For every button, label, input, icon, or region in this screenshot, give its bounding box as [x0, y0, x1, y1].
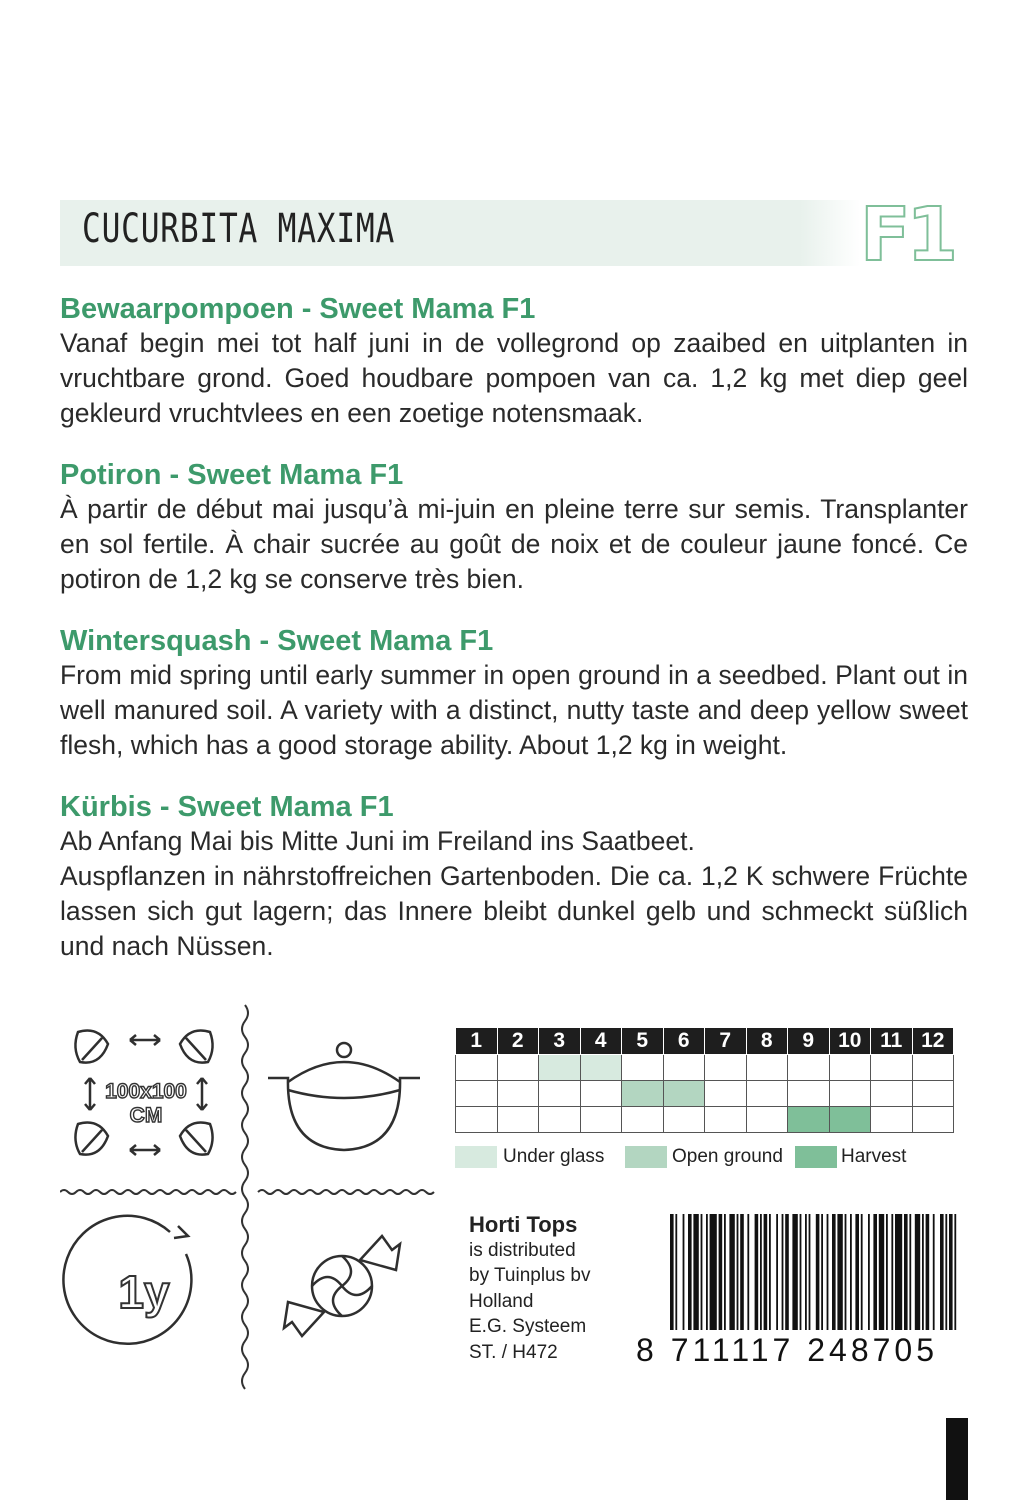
- barcode-bar: [710, 1214, 717, 1330]
- distributor-info: [469, 1212, 590, 1365]
- barcode-bar: [800, 1214, 802, 1330]
- calendar-cell: [912, 1055, 954, 1081]
- pot-icon: [268, 1043, 420, 1150]
- month-7: 7: [705, 1028, 747, 1055]
- barcode-bar: [729, 1214, 734, 1330]
- calendar-cell: [497, 1081, 539, 1107]
- legend-swatch-harvest: [795, 1146, 837, 1168]
- barcode-bar: [792, 1214, 797, 1330]
- barcode-bar: [719, 1214, 723, 1330]
- legend-label-open-ground: Open ground: [672, 1146, 783, 1167]
- barcode-bar: [926, 1214, 930, 1330]
- barcode-bar: [940, 1214, 944, 1330]
- calendar-cell: [456, 1055, 498, 1081]
- distributor-line: by Tuinplus bv: [469, 1265, 591, 1286]
- month-2: 2: [497, 1028, 539, 1055]
- section-english: [60, 624, 968, 763]
- barcode-bar: [933, 1214, 935, 1330]
- section-french: [60, 458, 968, 597]
- barcode-bar: [861, 1214, 863, 1330]
- barcode-bar: [949, 1214, 953, 1330]
- barcode-bar: [683, 1214, 685, 1330]
- calendar-cell: [622, 1055, 664, 1081]
- spacing-unit: CM: [129, 1104, 163, 1127]
- section-body-english: From mid spring until early summer in open ground in a seedbed. Plant out in well manured soil. A variety with a distinct, nutty taste and deep yellow sweet flesh, which has a good storage ability. About 1,2 kg in weight.: [60, 660, 968, 760]
- month-8: 8: [746, 1028, 788, 1055]
- barcode-bar: [832, 1214, 836, 1330]
- barcode-bar: [816, 1214, 820, 1330]
- barcode-bar: [873, 1214, 877, 1330]
- section-body-french: À partir de début mai jusqu’à mi-juin en pleine terre sur semis. Transplanter en sol fertile. À chair sucrée au goût de noix et de couleur jaune foncé. Ce potiron de 1,2 kg se conserve très bien.: [60, 494, 968, 594]
- leaf-icon: [75, 1031, 108, 1063]
- calendar-cell: [497, 1107, 539, 1133]
- section-title-dutch: Bewaarpompoen - Sweet Mama F1: [60, 293, 536, 325]
- calendar-cell: [705, 1081, 747, 1107]
- barcode-bar: [837, 1214, 842, 1330]
- spacing-value: 100x100: [105, 1080, 187, 1103]
- calendar-cell: [456, 1081, 498, 1107]
- month-12: 12: [912, 1028, 954, 1055]
- distributor-line: Holland: [469, 1290, 534, 1312]
- calendar-cell: [788, 1107, 830, 1133]
- sowing-calendar: [455, 1027, 954, 1133]
- barcode-bar: [954, 1214, 956, 1330]
- barcode-bar: [891, 1214, 893, 1330]
- barcode-bar: [675, 1214, 677, 1330]
- barcode-digits: 8 711117 248705: [636, 1332, 939, 1368]
- distributor-line: ST. / H472: [469, 1341, 558, 1363]
- barcode-bar: [755, 1214, 759, 1330]
- arrow-horizontal-icon: [130, 1035, 160, 1045]
- barcode-bar: [821, 1214, 823, 1330]
- calendar-cell: [705, 1107, 747, 1133]
- barcode-bar: [747, 1214, 749, 1330]
- calendar-cell: [497, 1055, 539, 1081]
- calendar-cell: [746, 1081, 788, 1107]
- barcode-bar: [706, 1214, 708, 1330]
- barcode-bar: [782, 1214, 784, 1330]
- barcode-bar: [724, 1214, 726, 1330]
- barcode-bar: [845, 1214, 847, 1330]
- calendar-row-harvest: [456, 1107, 954, 1133]
- section-german: [60, 790, 968, 964]
- barcode-bar: [670, 1214, 674, 1330]
- calendar-cell: [539, 1055, 581, 1081]
- calendar-cell: [912, 1081, 954, 1107]
- barcode-bar: [769, 1214, 771, 1330]
- icon-grid: [60, 1000, 440, 1390]
- barcode-bar: [764, 1214, 768, 1330]
- calendar-cell: [663, 1107, 705, 1133]
- leaf-icon: [75, 1123, 108, 1155]
- wavy-divider-vertical: [242, 1005, 248, 1389]
- calendar-cell: [456, 1107, 498, 1133]
- wavy-divider-left: [60, 1190, 236, 1194]
- distributor-line: E.G. Systeem: [469, 1316, 587, 1337]
- barcode-bar: [809, 1214, 811, 1330]
- barcode-bar: [886, 1214, 888, 1330]
- calendar-cell: [539, 1107, 581, 1133]
- barcode-bar: [945, 1214, 947, 1330]
- distributor-brand: Horti Tops: [469, 1212, 578, 1237]
- section-body-german: Ab Anfang Mai bis Mitte Juni im Freiland ins Saatbeet. Auspflanzen in nährstoffreichen Gartenboden. Die ca. 1,2 K schwere Früchte lassen sich gut lagern; das Innere bleibt dunkel gelb und schmeckt süßlich und nach Nüssen.: [60, 826, 968, 961]
- arrow-vertical-icon: [85, 1078, 95, 1110]
- barcode-bar: [895, 1214, 902, 1330]
- barcode-bar: [827, 1214, 829, 1330]
- barcode-bar: [868, 1214, 870, 1330]
- barcode-bar: [909, 1214, 911, 1330]
- month-1: 1: [456, 1028, 498, 1055]
- species-name: CUCURBITA MAXIMA: [82, 206, 396, 252]
- arrow-horizontal-icon: [130, 1145, 160, 1155]
- calendar-cell: [580, 1055, 622, 1081]
- calendar-cell: [622, 1081, 664, 1107]
- calendar-cell: [829, 1081, 871, 1107]
- calendar-cell: [788, 1055, 830, 1081]
- barcode-bar: [879, 1214, 884, 1330]
- barcode-bar: [805, 1214, 807, 1330]
- calendar-cell: [580, 1081, 622, 1107]
- month-3: 3: [539, 1028, 581, 1055]
- legend-swatch-under-glass: [455, 1146, 497, 1168]
- barcode-bar: [904, 1214, 908, 1330]
- section-dutch: [60, 292, 968, 431]
- month-4: 4: [580, 1028, 622, 1055]
- calendar-cell: [746, 1107, 788, 1133]
- calendar-cell: [663, 1081, 705, 1107]
- f1-badge: F1: [860, 192, 955, 278]
- arrow-vertical-icon: [197, 1078, 207, 1110]
- calendar-cell: [622, 1107, 664, 1133]
- barcode-bar: [922, 1214, 924, 1330]
- month-11: 11: [871, 1028, 913, 1055]
- calendar-cell: [788, 1081, 830, 1107]
- calendar-cell: [705, 1055, 747, 1081]
- distributor-line: is distributed: [469, 1239, 576, 1261]
- calendar-cell: [746, 1055, 788, 1081]
- calendar-cell: [871, 1081, 913, 1107]
- barcode-bar: [740, 1214, 744, 1330]
- calendar-cell: [871, 1107, 913, 1133]
- lifecycle-label: 1y: [118, 1266, 170, 1318]
- calendar-row-open-ground: [456, 1081, 954, 1107]
- month-10: 10: [829, 1028, 871, 1055]
- species-banner-fade: [800, 200, 860, 266]
- barcode-bar: [760, 1214, 762, 1330]
- calendar-row-under-glass: [456, 1055, 954, 1081]
- barcode-bar: [693, 1214, 698, 1330]
- calendar-cell: [829, 1107, 871, 1133]
- wavy-divider-right: [258, 1190, 434, 1194]
- barcode-bar: [737, 1214, 739, 1330]
- calendar-cell: [539, 1081, 581, 1107]
- calendar-cell: [871, 1055, 913, 1081]
- section-title-french: Potiron - Sweet Mama F1: [60, 459, 404, 491]
- month-6: 6: [663, 1028, 705, 1055]
- barcode: [668, 1214, 964, 1338]
- candy-icon: [284, 1236, 400, 1336]
- barcode-bar: [785, 1214, 789, 1330]
- calendar-cell: [912, 1107, 954, 1133]
- calendar-cell: [663, 1055, 705, 1081]
- section-body-dutch: Vanaf begin mei tot half juni in de vollegrond op zaaibed en uitplanten in vruchtbare grond. Goed houdbare pompoen van ca. 1,2 kg met diep geel gekleurd vruchtvlees en een zoetige notensmaak.: [60, 328, 968, 428]
- section-title-english: Wintersquash - Sweet Mama F1: [60, 625, 494, 657]
- month-5: 5: [622, 1028, 664, 1055]
- barcode-bar: [688, 1214, 692, 1330]
- month-9: 9: [788, 1028, 830, 1055]
- leaf-icon: [180, 1031, 213, 1063]
- barcode-bar: [701, 1214, 703, 1330]
- section-title-german: Kürbis - Sweet Mama F1: [60, 791, 394, 823]
- calendar-cell: [580, 1107, 622, 1133]
- legend-swatch-open-ground: [625, 1146, 667, 1168]
- barcode-bar: [855, 1214, 859, 1330]
- legend-label-harvest: Harvest: [841, 1146, 907, 1167]
- calendar-cell: [829, 1055, 871, 1081]
- barcode-bar: [850, 1214, 852, 1330]
- barcode-bar: [915, 1214, 920, 1330]
- legend-label-under-glass: Under glass: [503, 1146, 605, 1167]
- barcode-bar: [776, 1214, 778, 1330]
- calendar-header-row: [456, 1028, 954, 1055]
- leaf-icon: [180, 1123, 213, 1155]
- edge-mark: [946, 1418, 968, 1500]
